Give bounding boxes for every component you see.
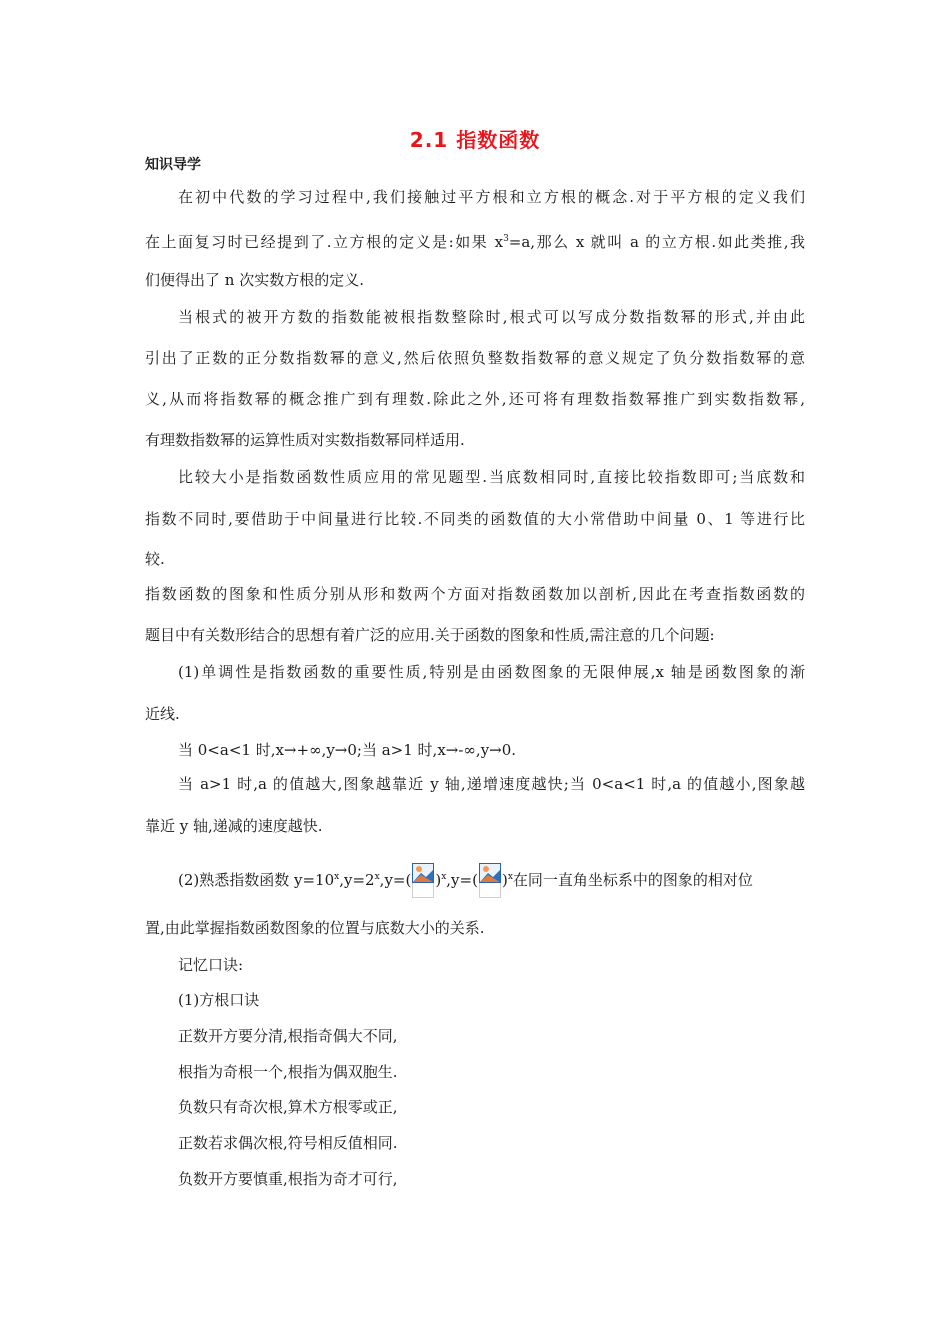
- paragraph-7-line-2: 靠近 y 轴,递减的速度越快.: [145, 817, 323, 835]
- paragraph-2-line-1: 当根式的被开方数的指数能被根指数整除时,根式可以写成分数指数幂的形式,并由此: [178, 308, 805, 326]
- text-run: (2)熟悉指数函数 y=10: [178, 871, 335, 889]
- paragraph-6: 当 0<a<1 时,x→+∞,y→0;当 a>1 时,x→-∞,y→0.: [178, 741, 517, 759]
- mnemonic-line: 正数若求偶次根,符号相反值相同.: [178, 1134, 398, 1152]
- page-title: 2.1 指数函数: [409, 128, 541, 152]
- paragraph-8-line-2: 置,由此掌握指数函数图象的位置与底数大小的关系.: [145, 919, 485, 937]
- paragraph-1-line-1: 在初中代数的学习过程中,我们接触过平方根和立方根的概念.对于平方根的定义我们: [178, 188, 805, 206]
- mnemonic-line: 正数开方要分清,根指奇偶大不同,: [178, 1027, 398, 1045]
- paragraph-8-line-1: [178, 863, 753, 897]
- superscript: 3: [503, 234, 509, 244]
- paragraph-5-line-2: 近线.: [145, 705, 180, 723]
- paragraph-1-line-2: [145, 229, 805, 252]
- text-run: ,y=2: [339, 871, 375, 889]
- mnemonic-subtitle: (1)方根口诀: [178, 991, 260, 1009]
- paragraph-7-line-1: 当 a>1 时,a 的值越大,图象越靠近 y 轴,递增速度越快;当 0<a<1 时,a 的值越小,图象越: [178, 775, 805, 793]
- text-run: ,y=(: [379, 871, 412, 889]
- paragraph-3-line-3: 较.: [145, 550, 165, 568]
- superscript: x: [507, 872, 513, 882]
- paragraph-1-line-3: 们便得出了 n 次实数方根的定义.: [145, 271, 364, 289]
- paragraph-3-line-1: 比较大小是指数函数性质应用的常见题型.当底数相同时,直接比较指数即可;当底数和: [178, 468, 805, 486]
- mnemonic-line: 负数开方要慎重,根指为奇才可行,: [178, 1170, 398, 1188]
- paragraph-3-line-2: 指数不同时,要借助于中间量进行比较.不同类的函数值的大小常借助中间量 0、1 等进行比: [145, 510, 805, 528]
- superscript: x: [374, 872, 380, 882]
- section-heading: 知识导学: [145, 157, 201, 173]
- text-run: ,y=(: [446, 871, 478, 889]
- paragraph-2-line-4: 有理数指数幂的运算性质对实数指数幂同样适用.: [145, 431, 465, 449]
- mnemonic-line: 根指为奇根一个,根指为偶双胞生.: [178, 1063, 398, 1081]
- broken-image-icon: [412, 863, 434, 897]
- broken-image-icon: [479, 863, 501, 897]
- text-run: 在上面复习时已经提到了.立方根的定义是:如果 x: [145, 233, 504, 251]
- mnemonic-line: 负数只有奇次根,算术方根零或正,: [178, 1098, 398, 1116]
- superscript: x: [441, 872, 447, 882]
- paragraph-4-line-2: 题目中有关数形结合的思想有着广泛的应用.关于函数的图象和性质,需注意的几个问题:: [145, 626, 715, 644]
- text-run: ): [501, 871, 508, 889]
- paragraph-5-line-1: (1)单调性是指数函数的重要性质,特别是由函数图象的无限伸展,x 轴是函数图象的渐: [178, 663, 805, 681]
- paragraph-4-line-1: 指数函数的图象和性质分别从形和数两个方面对指数函数加以剖析,因此在考查指数函数的: [145, 585, 805, 603]
- text-run: =a,那么 x 就叫 a 的立方根.如此类推,我: [508, 233, 805, 251]
- text-run: ): [435, 871, 442, 889]
- text-run: 在同一直角坐标系中的图象的相对位: [512, 871, 753, 889]
- mnemonic-title: 记忆口诀:: [178, 956, 244, 974]
- paragraph-2-line-3: 义,从而将指数幂的概念推广到有理数.除此之外,还可将有理数指数幂推广到实数指数幂,: [145, 390, 805, 408]
- paragraph-2-line-2: 引出了正数的正分数指数幂的意义,然后依照负整数指数幂的意义规定了负分数指数幂的意: [145, 349, 805, 367]
- superscript: x: [334, 872, 340, 882]
